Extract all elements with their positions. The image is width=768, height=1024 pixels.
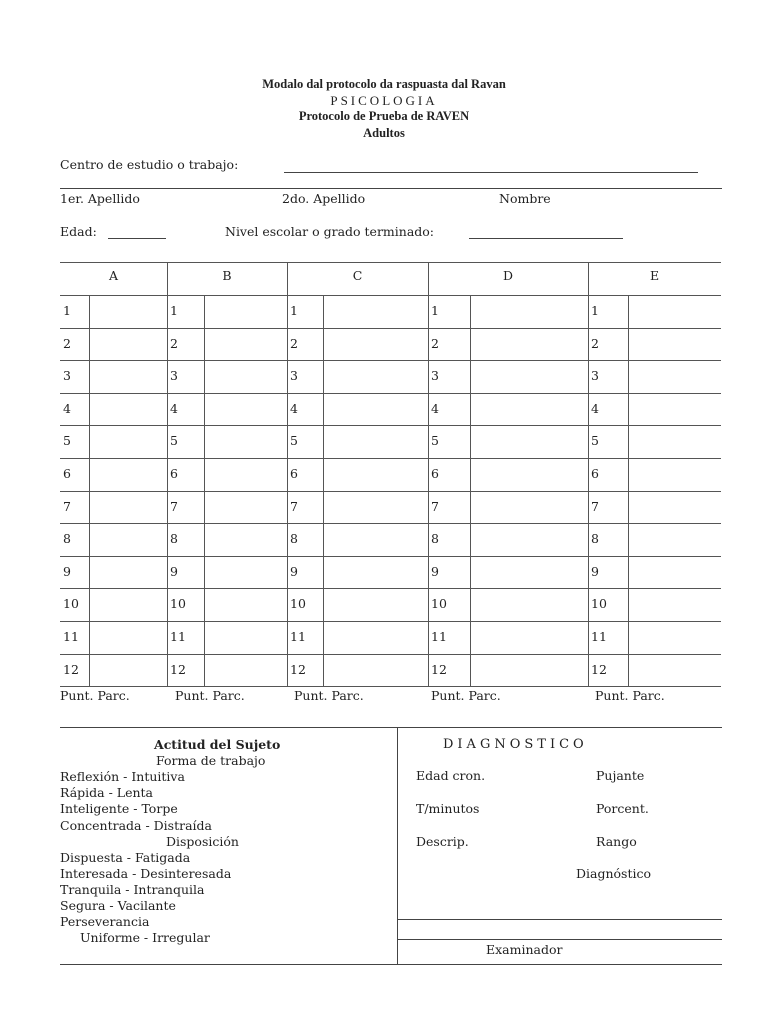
- grid-row-number: 2: [431, 335, 439, 351]
- grid-row-number: 12: [63, 661, 79, 677]
- punt-parc-e: Punt. Parc.: [595, 688, 665, 703]
- answer-cell[interactable]: [90, 296, 166, 327]
- grid-column-header-e: E: [649, 268, 660, 283]
- grid-row-number: 11: [290, 629, 306, 644]
- grid-row-number: 7: [591, 498, 599, 514]
- tminutos-label: T/minutos: [416, 801, 480, 816]
- grid-row-number: 5: [591, 433, 599, 449]
- actitud-item: Interesada - Desinteresada: [60, 866, 232, 881]
- grid-column-header-a: A: [108, 268, 119, 283]
- grid-row-number: 3: [431, 368, 439, 384]
- answer-grid: [60, 262, 721, 686]
- grid-row-number: 5: [431, 433, 439, 449]
- bottom-divider: [397, 727, 398, 964]
- answer-cell[interactable]: [629, 329, 720, 360]
- answer-cell[interactable]: [205, 589, 286, 620]
- centro-label: Centro de estudio o trabajo:: [60, 157, 239, 172]
- answer-cell[interactable]: [205, 361, 286, 392]
- diagnostico-title: DIAGNOSTICO: [443, 737, 588, 752]
- diag-rule-1: [397, 919, 722, 920]
- answer-cell[interactable]: [90, 394, 166, 425]
- grid-row-number: 6: [170, 466, 178, 481]
- answer-cell[interactable]: [471, 394, 587, 425]
- grid-row-number: 11: [63, 629, 79, 644]
- form-audience: Adultos: [363, 126, 405, 140]
- answer-cell[interactable]: [629, 296, 720, 327]
- answer-cell[interactable]: [90, 492, 166, 523]
- answer-cell[interactable]: [629, 655, 720, 686]
- answer-cell[interactable]: [324, 361, 427, 392]
- answer-cell[interactable]: [90, 361, 166, 392]
- answer-cell[interactable]: [205, 524, 286, 555]
- form-title: Modalo dal protocolo da raspuasta dal Ravan: [262, 77, 506, 91]
- actitud-item: Uniforme - Irregular: [80, 930, 210, 945]
- grid-row-number: 5: [170, 433, 178, 449]
- grid-group-divider: [428, 262, 429, 686]
- answer-cell[interactable]: [324, 296, 427, 327]
- actitud-item: Reflexión - Intuitiva: [60, 769, 185, 784]
- answer-cell[interactable]: [471, 524, 587, 555]
- answer-cell[interactable]: [205, 394, 286, 425]
- answer-cell[interactable]: [324, 329, 427, 360]
- answer-cell[interactable]: [205, 492, 286, 523]
- answer-cell[interactable]: [205, 622, 286, 653]
- grid-row-number: 2: [63, 335, 71, 351]
- nombre-label: Nombre: [499, 191, 551, 206]
- examinador-label: Examinador: [486, 942, 563, 957]
- answer-cell[interactable]: [629, 492, 720, 523]
- grid-column-header-b: B: [222, 268, 232, 283]
- answer-cell[interactable]: [90, 557, 166, 588]
- grid-row-number: 1: [63, 303, 71, 318]
- answer-cell[interactable]: [324, 589, 427, 620]
- grid-row-number: 2: [591, 335, 599, 351]
- apellido2-label: 2do. Apellido: [282, 191, 366, 206]
- nivel-label: Nivel escolar o grado terminado:: [225, 224, 435, 239]
- grid-row-number: 8: [431, 531, 439, 547]
- actitud-item: Segura - Vacilante: [60, 898, 176, 913]
- grid-row-number: 5: [290, 433, 298, 449]
- answer-cell[interactable]: [471, 329, 587, 360]
- answer-cell[interactable]: [90, 622, 166, 653]
- disposicion-label: Disposición: [166, 834, 239, 849]
- grid-row-number: 6: [591, 466, 599, 481]
- answer-cell[interactable]: [90, 524, 166, 555]
- grid-row-number: 10: [290, 596, 306, 612]
- nivel-field[interactable]: [469, 238, 623, 239]
- actitud-item: Rápida - Lenta: [60, 785, 153, 800]
- rango-label: Rango: [596, 834, 637, 849]
- answer-cell[interactable]: [471, 492, 587, 523]
- actitud-item: Inteligente - Torpe: [60, 801, 178, 816]
- actitud-item: Dispuesta - Fatigada: [60, 850, 191, 865]
- grid-row-number: 1: [290, 303, 298, 318]
- grid-row-number: 1: [591, 303, 599, 318]
- grid-row-number: 4: [170, 400, 178, 416]
- actitud-item: Concentrada - Distraída: [60, 818, 213, 833]
- grid-row-number: 6: [63, 466, 71, 481]
- grid-column-header-d: D: [502, 268, 514, 283]
- grid-row-number: 8: [290, 531, 298, 547]
- grid-row-number: 11: [591, 629, 607, 644]
- actitud-title: Actitud del Sujeto: [154, 737, 281, 752]
- diag-rule-2: [397, 939, 722, 940]
- grid-group-divider: [588, 262, 589, 686]
- answer-cell[interactable]: [629, 459, 720, 490]
- actitud-subtitle: Forma de trabajo: [156, 753, 266, 768]
- grid-row-number: 12: [591, 661, 607, 677]
- answer-cell[interactable]: [629, 361, 720, 392]
- answer-cell[interactable]: [205, 329, 286, 360]
- answer-cell[interactable]: [324, 394, 427, 425]
- punt-parc-c: Punt. Parc.: [294, 688, 364, 703]
- porcent-label: Porcent.: [596, 801, 649, 816]
- actitud-item: Perseverancia: [60, 914, 150, 929]
- answer-cell[interactable]: [324, 459, 427, 490]
- grid-row-number: 6: [431, 466, 439, 481]
- grid-row-number: 10: [431, 596, 447, 612]
- grid-row-number: 4: [290, 400, 298, 416]
- answer-cell[interactable]: [90, 329, 166, 360]
- grid-row-number: 2: [290, 335, 298, 351]
- grid-row-number: 6: [290, 466, 298, 481]
- answer-cell[interactable]: [629, 524, 720, 555]
- punt-parc-d: Punt. Parc.: [431, 688, 501, 703]
- punt-parc-a: Punt. Parc.: [60, 688, 130, 703]
- grid-row-number: 4: [63, 400, 71, 416]
- edad-label: Edad:: [60, 224, 97, 239]
- grid-row-number: 3: [591, 368, 599, 384]
- grid-row-number: 12: [170, 661, 186, 677]
- answer-cell[interactable]: [205, 426, 286, 457]
- grid-row-number: 8: [170, 531, 178, 547]
- grid-row-number: 5: [63, 433, 71, 449]
- answer-cell[interactable]: [90, 655, 166, 686]
- answer-cell[interactable]: [471, 296, 587, 327]
- answer-cell[interactable]: [471, 589, 587, 620]
- centro-field[interactable]: [284, 172, 698, 173]
- edad-cron-label: Edad cron.: [416, 768, 486, 783]
- grid-row-number: 12: [431, 661, 447, 677]
- descrip-label: Descrip.: [416, 834, 469, 849]
- answer-cell[interactable]: [90, 426, 166, 457]
- grid-row-number: 2: [170, 335, 178, 351]
- pujante-label: Pujante: [596, 768, 645, 783]
- grid-row-number: 1: [170, 303, 178, 318]
- answer-cell[interactable]: [629, 589, 720, 620]
- answer-cell[interactable]: [324, 622, 427, 653]
- grid-row-number: 3: [290, 368, 298, 384]
- bottom-top-rule: [60, 727, 722, 728]
- grid-row-number: 1: [431, 303, 439, 318]
- answer-cell[interactable]: [324, 524, 427, 555]
- answer-cell[interactable]: [324, 655, 427, 686]
- answer-cell[interactable]: [324, 492, 427, 523]
- answer-cell[interactable]: [471, 622, 587, 653]
- actitud-item: Tranquila - Intranquila: [60, 882, 205, 897]
- answer-cell[interactable]: [205, 557, 286, 588]
- answer-cell[interactable]: [324, 426, 427, 457]
- edad-field[interactable]: [108, 238, 166, 239]
- form-test-name: Protocolo de Prueba de RAVEN: [298, 109, 470, 123]
- answer-cell[interactable]: [205, 655, 286, 686]
- diagnostico-label: Diagnóstico: [576, 866, 652, 881]
- answer-cell[interactable]: [629, 394, 720, 425]
- grid-group-divider: [167, 262, 168, 686]
- answer-cell[interactable]: [471, 361, 587, 392]
- grid-row-number: 8: [63, 531, 71, 547]
- answer-cell[interactable]: [205, 459, 286, 490]
- answer-cell[interactable]: [629, 622, 720, 653]
- punt-parc-b: Punt. Parc.: [175, 688, 245, 703]
- grid-row-number: 9: [431, 563, 439, 579]
- answer-cell[interactable]: [90, 459, 166, 490]
- answer-cell[interactable]: [629, 426, 720, 457]
- answer-cell[interactable]: [90, 589, 166, 620]
- grid-column-header-c: C: [352, 268, 363, 283]
- grid-row-number: 7: [63, 498, 71, 514]
- grid-row-number: 11: [170, 629, 186, 644]
- grid-row-number: 10: [170, 596, 186, 612]
- answer-cell[interactable]: [471, 655, 587, 686]
- grid-row-number: 7: [431, 498, 439, 514]
- grid-row-number: 10: [591, 596, 607, 612]
- answer-cell[interactable]: [471, 459, 587, 490]
- grid-group-divider: [287, 262, 288, 686]
- name-field[interactable]: [60, 188, 722, 189]
- grid-row-number: 3: [63, 368, 71, 384]
- grid-row-number: 12: [290, 661, 306, 677]
- grid-row-number: 3: [170, 368, 178, 384]
- form-subtitle: PSICOLOGIA: [330, 93, 438, 108]
- answer-cell[interactable]: [471, 426, 587, 457]
- grid-row-number: 4: [431, 400, 439, 416]
- grid-row-number: 9: [591, 563, 599, 579]
- grid-row-number: 4: [591, 400, 599, 416]
- grid-row-number: 8: [591, 531, 599, 547]
- grid-row-number: 9: [290, 563, 298, 579]
- grid-row-number: 9: [63, 563, 71, 579]
- grid-row-number: 7: [290, 498, 298, 514]
- answer-cell[interactable]: [471, 557, 587, 588]
- grid-row-rule: [60, 262, 721, 263]
- grid-row-number: 9: [170, 563, 178, 579]
- bottom-rule: [60, 964, 722, 965]
- answer-cell[interactable]: [205, 296, 286, 327]
- grid-row-number: 11: [431, 629, 447, 644]
- answer-cell[interactable]: [629, 557, 720, 588]
- answer-cell[interactable]: [324, 557, 427, 588]
- grid-row-number: 7: [170, 498, 178, 514]
- apellido1-label: 1er. Apellido: [60, 191, 140, 206]
- grid-row-number: 10: [63, 596, 79, 612]
